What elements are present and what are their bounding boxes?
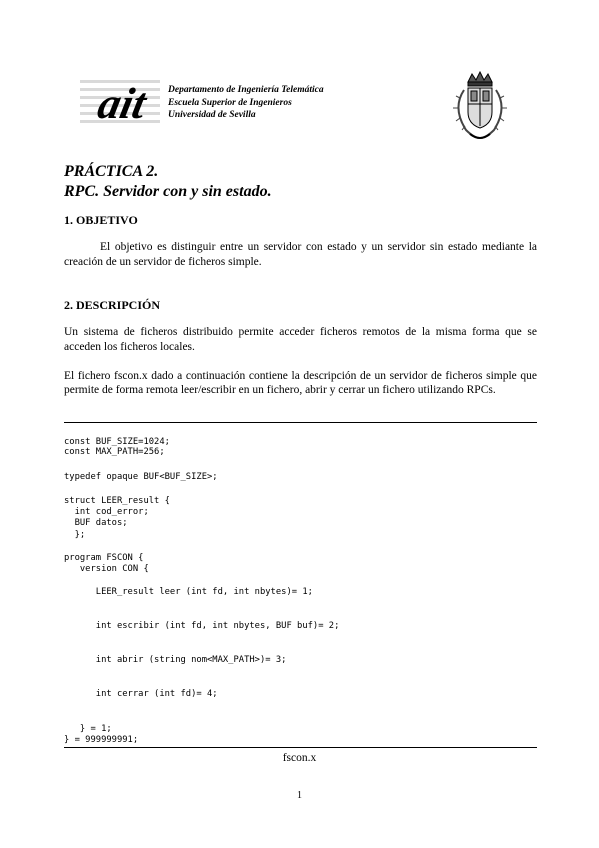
code-top-rule [64, 422, 537, 423]
code-line: program FSCON { [64, 553, 144, 563]
title-line-1: PRÁCTICA 2. [64, 163, 159, 180]
university-crest-icon [440, 68, 520, 148]
school-line: Escuela Superior de Ingenieros [168, 97, 292, 108]
university-line: Universidad de Sevilla [168, 110, 256, 120]
code-line: version CON { [64, 564, 149, 574]
code-line: } = 999999991; [64, 735, 139, 745]
code-line: int escribir (int fd, int nbytes, BUF buf)= 2; [64, 621, 340, 631]
title-line-2: RPC. Servidor con y sin estado. [64, 183, 272, 200]
department-line: Departamento de Ingeniería Telemática [168, 85, 324, 95]
code-line: }; [64, 530, 86, 540]
code-line: typedef opaque BUF<BUF_SIZE>; [64, 472, 218, 482]
ait-logo-lettering: ait [93, 78, 151, 128]
code-line: BUF datos; [64, 518, 128, 528]
paragraph-descripcion-1: Un sistema de ficheros distribuido permite acceder ficheros remotos de la misma forma que se acceden los ficheros locales. [64, 326, 537, 353]
section-heading-objetivo: 1. OBJETIVO [64, 213, 138, 227]
ait-logo [80, 76, 160, 130]
department-block [168, 84, 324, 122]
code-line: struct LEER_result { [64, 496, 170, 506]
paragraph-descripcion-2: El fichero fscon.x dado a continuación contiene la descripción de un servidor de ficheros simple que permite de forma remota leer/escribir en un fichero, abrir y cerrar un fichero utilizando RPCs. [64, 370, 537, 396]
code-bottom-rule [64, 747, 537, 748]
code-line: int cod_error; [64, 507, 149, 517]
code-line: int abrir (string nom<MAX_PATH>)= 3; [64, 655, 287, 665]
paragraph-objetivo: El objetivo es distinguir entre un servidor con estado y un servidor sin estado mediante la creación de un servidor de ficheros simple. [64, 241, 537, 268]
code-line: } = 1; [64, 724, 112, 734]
code-line: LEER_result leer (int fd, int nbytes)= 1; [64, 587, 313, 597]
code-line: const BUF_SIZE=1024; [64, 437, 170, 447]
page-number: 1 [297, 790, 302, 801]
document-title [64, 162, 272, 202]
code-line: int cerrar (int fd)= 4; [64, 689, 218, 699]
section-heading-descripcion: 2. DESCRIPCIÓN [64, 298, 161, 312]
code-caption: fscon.x [282, 752, 317, 764]
code-line: const MAX_PATH=256; [64, 447, 165, 457]
